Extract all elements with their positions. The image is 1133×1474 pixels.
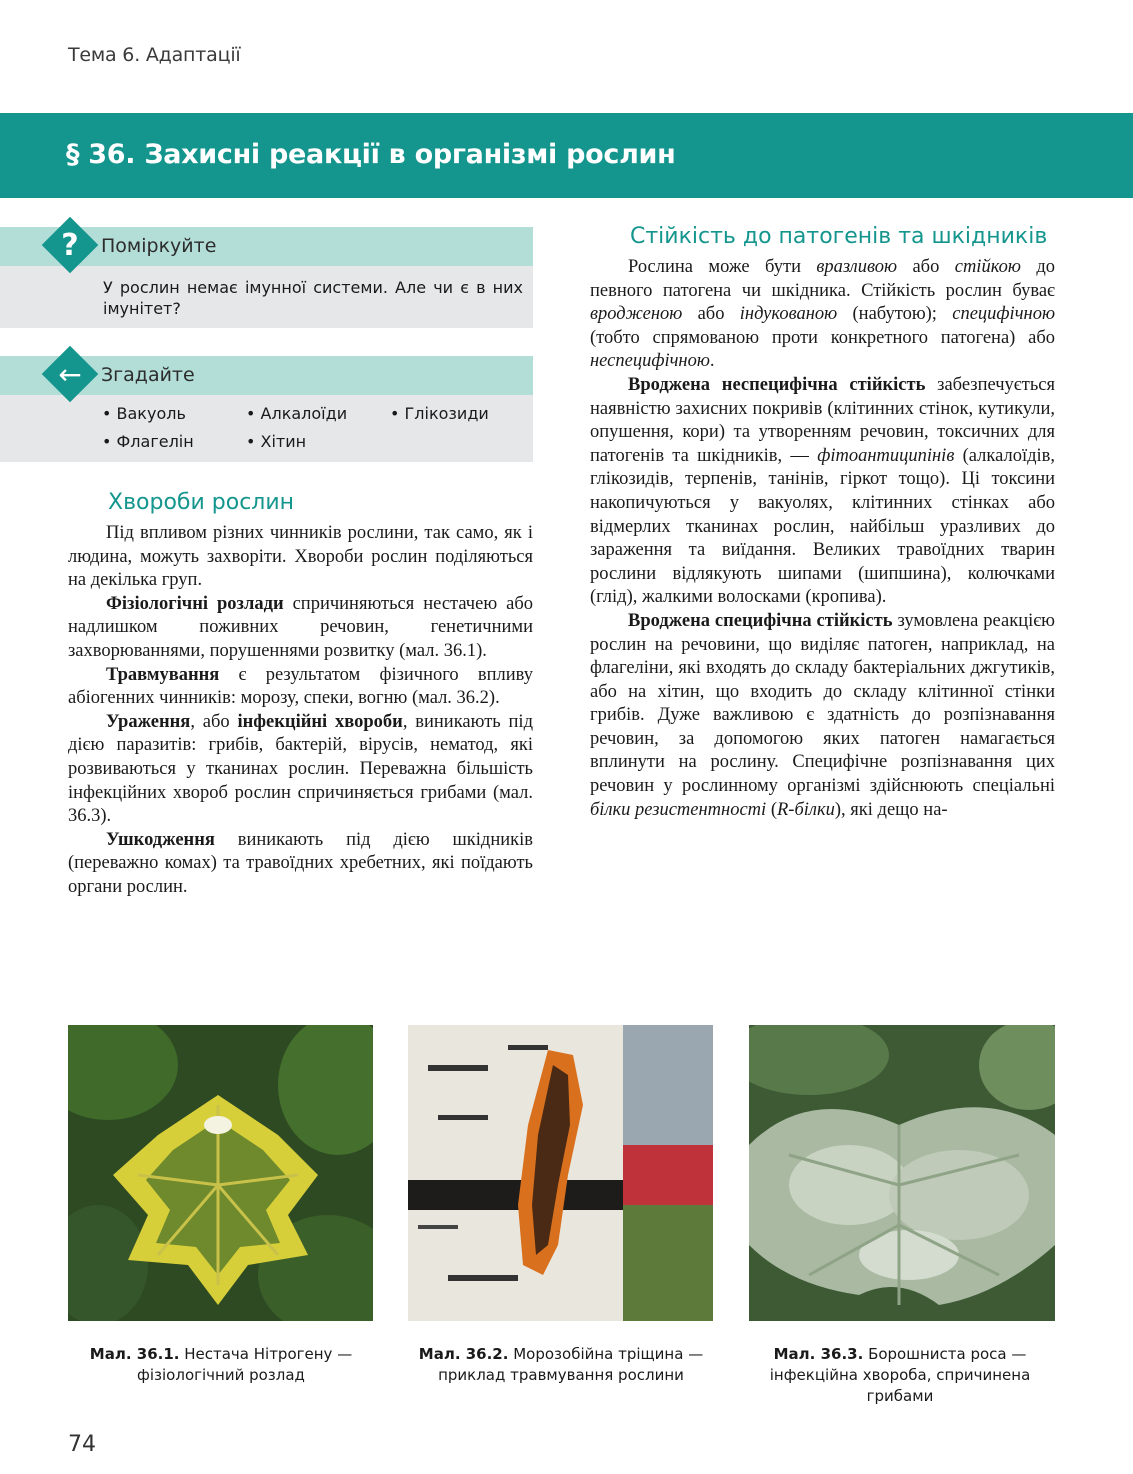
think-box-label: Поміркуйте [101, 235, 217, 257]
paragraph: Вроджена специфічна стійкість зумовлена реакцією рослин на речовини, що виділяє патоген, наприклад, на флагеліни, які входять до складу бактеріальних джгутиків, або на хітин, що входить до складу клітинної стінки грибів. Дуже важливою є здатність до розпізнавання речовин, за допомогою яких патоген намагається вплинути на рослину. Специфічне розпізнавання цих речовин у рослинному організмі здійснюють спеціальні білки резистентності (R-білки), які дещо на- [590, 610, 1055, 820]
recall-term: • Алкалоїди [246, 404, 348, 423]
paragraph: Рослина може бути вразливою або стійкою до певного патогена чи шкідника. Стійкість рослин буває вродженою або індукованою (набутою); специфічною (тобто спрямованою проти конкретного патогена) або неспецифічною. [590, 257, 1056, 372]
recall-term: • Флагелін [102, 432, 194, 451]
section-heading-resistance: Стійкість до патогенів та шкідників [630, 224, 1048, 249]
recall-term: • Хітин [246, 432, 307, 451]
paragraph: Ушкодження виникають під дією шкідників (переважно комах) та травоїдних хребетних, які поїдають органи рослин. [68, 829, 533, 897]
recall-term: • Глікозиди [390, 404, 489, 423]
paragraph: Травмування є результатом фізичного впливу абіогенних чинників: морозу, спеки, вогню (мал. 36.2). [68, 664, 533, 709]
question-icon: ? [46, 221, 94, 269]
photo-grape-leaf [68, 1025, 373, 1321]
think-box-header [0, 227, 533, 266]
title-band [0, 113, 1133, 198]
think-box [0, 227, 533, 328]
figure-caption: Мал. 36.3. Борошниста роса — інфекційна хвороба, спричинена грибами [769, 1345, 1031, 1405]
left-column-text [68, 522, 533, 900]
section-heading-diseases: Хвороби рослин [108, 490, 295, 515]
right-column-text [590, 256, 1055, 822]
page-number: 74 [68, 1432, 96, 1457]
arrow-left-icon: ← [46, 350, 94, 398]
photo-powdery-mildew [749, 1025, 1055, 1321]
recall-term: • Вакуоль [102, 404, 186, 423]
paragraph: Під впливом різних чинників рослини, так само, як і людина, можуть захворіти. Хвороби рослин поділяються на декілька груп. [68, 523, 533, 591]
photo-birch-crack [408, 1025, 713, 1321]
think-box-text: У рослин немає імунної системи. Але чи є в них імунітет? [103, 278, 523, 318]
paragraph: Ураження, або інфекційні хвороби, виникають під дією паразитів: грибів, бактерій, вірусів, нематод, які розвиваються у тканинах рослин. Переважна більшість інфекційних хвороб рослин спричиняється грибами (мал. 36.3). [68, 711, 533, 827]
figure-caption: Мал. 36.2. Морозобійна тріщина — приклад травмування рослини [418, 1345, 704, 1384]
recall-box-header [0, 356, 533, 395]
running-head: Тема 6. Адаптації [68, 44, 241, 66]
paragraph: Вроджена неспецифічна стійкість забезпечується наявністю захисних покривів (клітинних стінок, кутикули, опушення, кори) та утворенням речовин, токсичних для патогенів та шкідників, — фітоантиципінів (алкалоїдів, глікозидів, терпенів, танінів, гіркот тощо). Ці токсини накопичуються у вакуолях, клітинних стінках або відмерлих тканинах рослин, найбільш уразливих до зараження та виїдання. Великих травоїдних тварин рослини відлякують шипами (шипшина), колючками (глід), жалкими волосками (кропива). [590, 374, 1055, 608]
figure-caption: Мал. 36.1. Нестача Нітрогену — фізіологічний розлад [89, 1345, 353, 1384]
page-title: § 36. Захисні реакції в організмі рослин [66, 139, 676, 170]
paragraph: Фізіологічні розлади спричиняються нестачею або надлишком поживних речовин, генетичними захворюваннями, порушеннями розвитку (мал. 36.1). [68, 593, 533, 661]
recall-box-label: Згадайте [101, 364, 195, 386]
recall-box [0, 356, 533, 462]
